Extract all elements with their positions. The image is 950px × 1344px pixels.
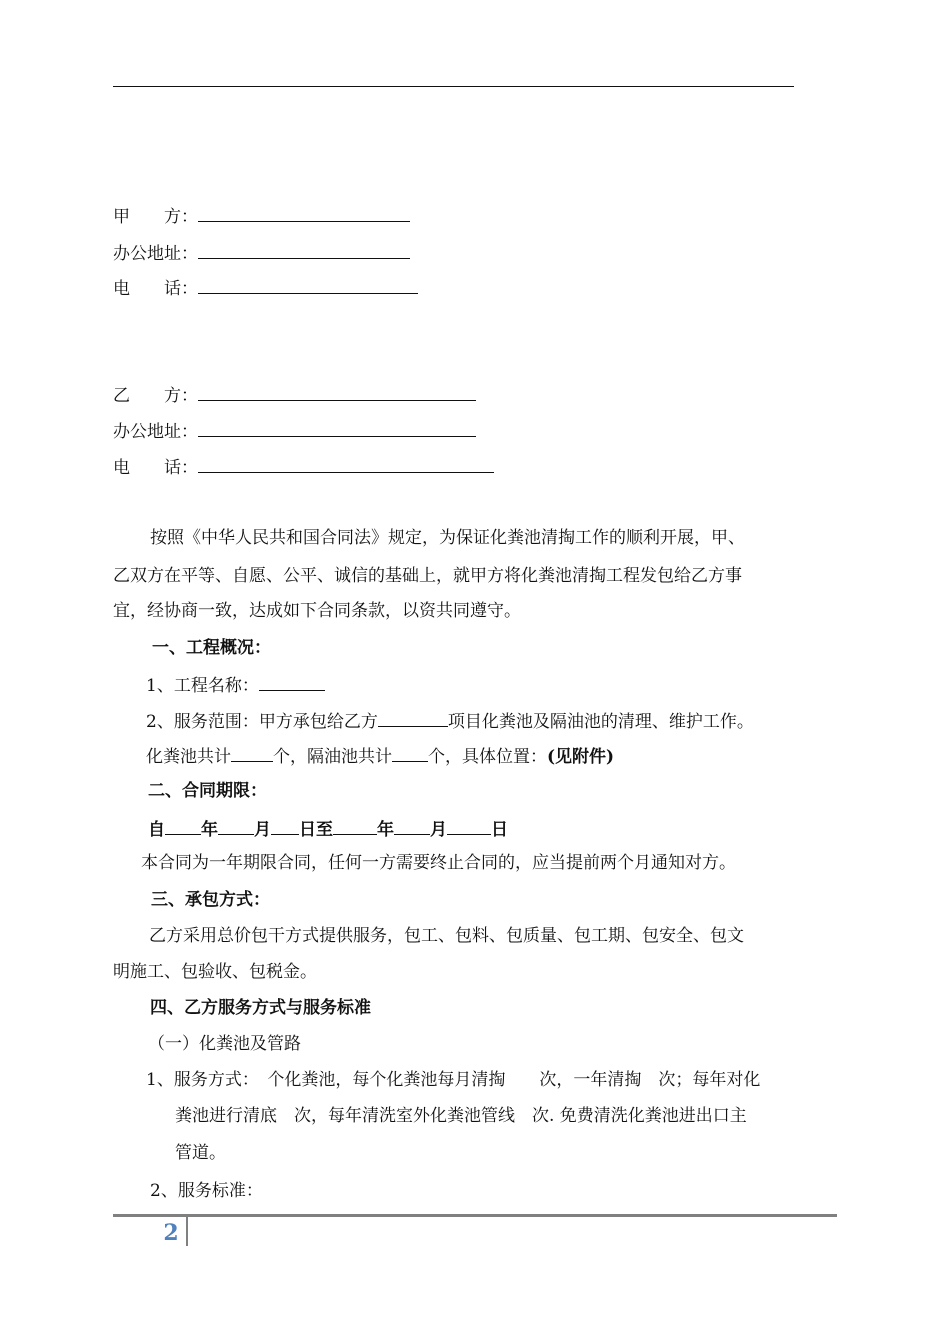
end-month-blank [394, 818, 430, 835]
header-rule [113, 86, 794, 87]
party-b-address-blank [198, 420, 476, 437]
date-year-2: 年 [377, 820, 394, 840]
end-day-blank [447, 818, 491, 835]
footer-rule [113, 1214, 837, 1217]
date-month-1: 月 [254, 820, 271, 840]
party-a-phone-row [113, 277, 418, 299]
party-a-address-row [113, 242, 410, 264]
page-number: 2 [163, 1220, 179, 1246]
section-1-heading: 一、工程概况： [152, 638, 271, 658]
intro-line-2: 乙双方在平等、自愿、公平、诚信的基础上，就甲方将化粪池清掏工程发包给乙方事 [113, 566, 742, 586]
party-b-name-label: 乙 方： [113, 386, 198, 406]
party-b-phone-row [113, 456, 494, 478]
page-number-divider [186, 1216, 188, 1246]
party-b-name-row [113, 384, 476, 406]
party-a-name-label: 甲 方： [113, 207, 198, 227]
party-b-phone-label: 电 话： [113, 458, 198, 478]
service-method-line-1: 1、服务方式： 个化粪池，每个化粪池每月清掏 次，一年清掏 次；每年对化 [146, 1070, 761, 1090]
party-a-address-blank [198, 242, 410, 259]
project-name-blank [259, 674, 325, 691]
date-day-to: 日至 [299, 820, 333, 840]
service-method-line-3: 管道。 [175, 1143, 226, 1163]
service-scope-prefix: 2、服务范围：甲方承包给乙方 [146, 712, 378, 732]
attachment-note: (见附件) [547, 747, 615, 767]
party-a-name-blank [198, 205, 410, 222]
grease-count-label: 个，隔油池共计 [273, 747, 392, 767]
service-scope-suffix: 项目化粪池及隔油池的清理、维护工作。 [447, 712, 754, 732]
party-b-address-label: 办公地址： [113, 422, 198, 442]
party-a-phone-label: 电 话： [113, 279, 198, 299]
location-label: 个，具体位置： [428, 747, 547, 767]
party-b-phone-blank [198, 456, 494, 473]
date-year-1: 年 [201, 820, 218, 840]
party-b-name-blank [198, 384, 476, 401]
intro-line-3: 宜，经协商一致，达成如下合同条款，以资共同遵守。 [113, 601, 521, 621]
service-scope-blank [378, 710, 448, 727]
party-a-phone-blank [198, 277, 418, 294]
start-day-blank [271, 818, 299, 835]
date-day-2: 日 [491, 820, 508, 840]
date-from: 自 [148, 820, 165, 840]
party-b-address-row [113, 420, 476, 442]
date-month-2: 月 [430, 820, 447, 840]
contracting-line-2: 明施工、包验收、包税金。 [113, 962, 317, 982]
tank-count-row [146, 745, 614, 767]
section-4-heading: 四、乙方服务方式与服务标准 [150, 998, 371, 1018]
intro-line-1: 按照《中华人民共和国合同法》规定，为保证化粪池清掏工作的顺利开展，甲、 [150, 528, 745, 548]
contracting-line-1: 乙方采用总价包干方式提供服务，包工、包料、包质量、包工期、包安全、包文 [149, 926, 744, 946]
grease-count-blank [392, 745, 428, 762]
service-scope-row [146, 710, 754, 732]
section-2-heading: 二、合同期限： [148, 781, 267, 801]
service-method-line-2: 粪池进行清底 次，每年清洗室外化粪池管线 次. 免费清洗化粪池进出口主 [175, 1106, 747, 1126]
project-name-row [146, 674, 325, 696]
party-a-address-label: 办公地址： [113, 244, 198, 264]
contract-date-row [148, 818, 508, 840]
start-month-blank [218, 818, 254, 835]
end-year-blank [333, 818, 377, 835]
contract-term-text: 本合同为一年期限合同，任何一方需要终止合同的，应当提前两个月通知对方。 [141, 853, 736, 873]
project-name-label: 1、工程名称： [146, 676, 259, 696]
party-a-name-row [113, 205, 410, 227]
start-year-blank [165, 818, 201, 835]
septic-count-label: 化粪池共计 [146, 747, 231, 767]
section-3-heading: 三、承包方式： [151, 890, 270, 910]
subsection-septic-heading: （一）化粪池及管路 [148, 1034, 301, 1054]
septic-count-blank [231, 745, 273, 762]
service-standard-label: 2、服务标准： [150, 1181, 263, 1201]
